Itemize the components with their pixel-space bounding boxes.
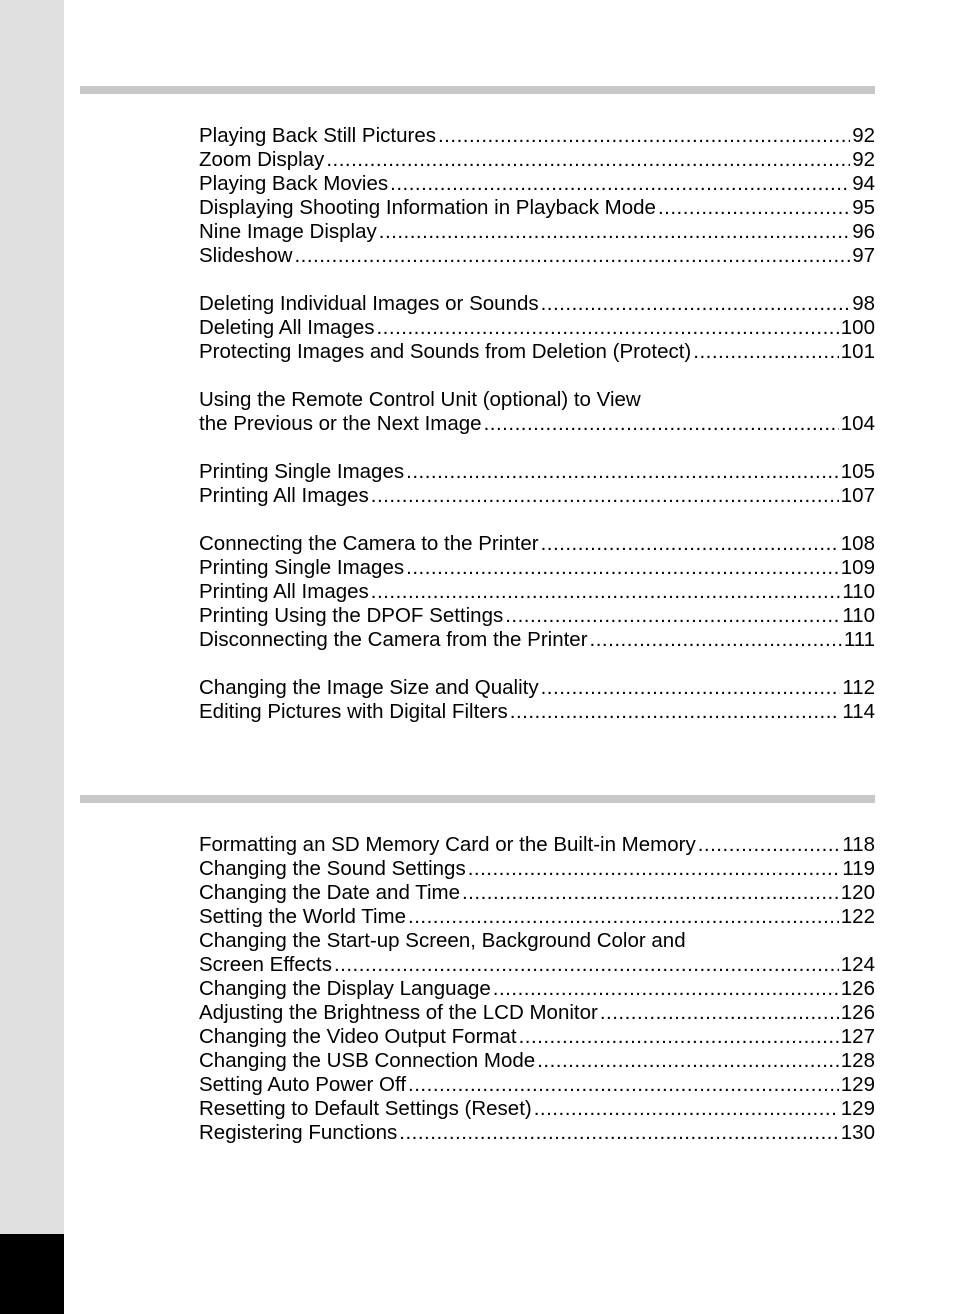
dot-leader (541, 532, 839, 556)
toc-entry-title: Formatting an SD Memory Card or the Built-in Memory (199, 833, 696, 856)
toc-group (199, 833, 875, 1145)
toc-entry-page-number: 98 (852, 292, 875, 315)
toc-entry-page-number: 92 (852, 124, 875, 147)
toc-entry[interactable] (199, 1073, 875, 1097)
toc-entry-title: Printing Using the DPOF Settings (199, 604, 504, 627)
toc-group (199, 388, 875, 436)
section-rule-1 (80, 86, 875, 94)
dot-leader (376, 316, 838, 340)
toc-entry[interactable] (199, 484, 875, 508)
dot-leader (334, 953, 839, 977)
toc-entry-title: Printing Single Images (199, 556, 405, 579)
toc-entry-page-number: 122 (840, 905, 875, 928)
toc-entry-title-line[interactable]: Using the Remote Control Unit (optional) to View (199, 388, 641, 411)
dot-leader (537, 1049, 839, 1073)
toc-entry-title: Playing Back Still Pictures (199, 124, 436, 147)
toc-entry[interactable] (199, 556, 875, 580)
toc-entry-title: Playing Back Movies (199, 172, 389, 195)
toc-entry-page-number: 96 (852, 220, 875, 243)
dot-leader (693, 340, 839, 364)
toc-entry-title: Changing the Sound Settings (199, 857, 466, 880)
toc-entry[interactable] (199, 292, 875, 316)
toc-entry-page-number: 128 (840, 1049, 875, 1072)
toc-entry[interactable] (199, 1097, 875, 1121)
dot-leader (541, 292, 851, 316)
toc-entry[interactable] (199, 196, 875, 220)
dot-leader (493, 977, 839, 1001)
dot-leader (408, 905, 839, 929)
dot-leader (406, 556, 839, 580)
toc-entry-title: Adjusting the Brightness of the LCD Monitor (199, 1001, 598, 1024)
toc-entry[interactable] (199, 1025, 875, 1049)
toc-entry-title: Printing All Images (199, 580, 369, 603)
toc-entry[interactable] (199, 628, 875, 652)
toc-entry[interactable] (199, 857, 875, 881)
dot-leader (371, 580, 841, 604)
toc-entry-page-number: 124 (840, 953, 875, 976)
dot-leader (698, 833, 841, 857)
toc-entry-page-number: 112 (842, 676, 875, 699)
toc-entry[interactable] (199, 220, 875, 244)
toc-entry[interactable] (199, 676, 875, 700)
toc-entry-page-number: 110 (842, 604, 875, 627)
toc-entry[interactable] (199, 1049, 875, 1073)
dot-leader (600, 1001, 839, 1025)
toc-entry-title: Deleting All Images (199, 316, 375, 339)
dot-leader (468, 857, 841, 881)
dot-leader (406, 460, 839, 484)
toc-entry[interactable] (199, 532, 875, 556)
toc-entry-title-line[interactable]: Changing the Start-up Screen, Background Color and (199, 929, 686, 952)
dot-leader (371, 484, 839, 508)
toc-section-settings (199, 833, 875, 1145)
toc-entry[interactable] (199, 244, 875, 268)
section-rule-2 (80, 795, 875, 803)
toc-entry-page-number: 92 (852, 148, 875, 171)
toc-entry-title: Changing the Display Language (199, 977, 491, 1000)
toc-entry-title: Setting Auto Power Off (199, 1073, 407, 1096)
toc-entry[interactable] (199, 172, 875, 196)
toc-entry[interactable] (199, 881, 875, 905)
dot-leader (438, 124, 850, 148)
toc-entry-page-number: 110 (842, 580, 875, 603)
dot-leader (590, 628, 842, 652)
toc-entry-title: Changing the Image Size and Quality (199, 676, 539, 699)
toc-entry[interactable] (199, 977, 875, 1001)
dot-leader (390, 172, 850, 196)
toc-entry-title: Changing the USB Connection Mode (199, 1049, 536, 1072)
toc-entry-title: Connecting the Camera to the Printer (199, 532, 539, 555)
toc-entry-page-number: 97 (852, 244, 875, 267)
toc-entry-page-number: 100 (840, 316, 875, 339)
toc-entry-page-number: 129 (840, 1073, 875, 1096)
toc-entry-title: Disconnecting the Camera from the Printer (199, 628, 588, 651)
toc-entry-page-number: 126 (840, 1001, 875, 1024)
side-tab-marker (0, 1234, 64, 1314)
toc-entry-page-number: 129 (840, 1097, 875, 1120)
dot-leader (510, 700, 841, 724)
toc-entry[interactable] (199, 340, 875, 364)
toc-entry[interactable] (199, 124, 875, 148)
toc-entry-page-number: 109 (840, 556, 875, 579)
dot-leader (399, 1121, 839, 1145)
dot-leader (484, 412, 839, 436)
dot-leader (408, 1073, 839, 1097)
toc-entry-title: Slideshow (199, 244, 293, 267)
toc-entry-title: Printing Single Images (199, 460, 405, 483)
toc-entry[interactable] (199, 953, 875, 977)
toc-entry-page-number: 111 (843, 628, 875, 651)
toc-entry-title: Zoom Display (199, 148, 325, 171)
toc-entry-page-number: 114 (842, 700, 875, 723)
toc-entry-title: Changing the Video Output Format (199, 1025, 517, 1048)
toc-entry-page-number: 126 (840, 977, 875, 1000)
toc-entry-page-number: 119 (842, 857, 875, 880)
dot-leader (541, 676, 841, 700)
toc-entry[interactable] (199, 833, 875, 857)
dot-leader (379, 220, 850, 244)
toc-entry-page-number: 95 (852, 196, 875, 219)
toc-entry[interactable] (199, 700, 875, 724)
dot-leader (326, 148, 850, 172)
toc-entry-title: Resetting to Default Settings (Reset) (199, 1097, 532, 1120)
toc-group (199, 292, 875, 364)
toc-entry-page-number: 118 (842, 833, 875, 856)
toc-entry[interactable] (199, 905, 875, 929)
toc-entry-title: Screen Effects (199, 953, 332, 976)
toc-entry-title: Nine Image Display (199, 220, 377, 243)
toc-entry-title: Protecting Images and Sounds from Deletion (Protect) (199, 340, 692, 363)
toc-entry-page-number: 130 (840, 1121, 875, 1144)
toc-entry-title: Displaying Shooting Information in Playback Mode (199, 196, 656, 219)
toc-entry-page-number: 108 (840, 532, 875, 555)
toc-group (199, 460, 875, 508)
toc-group (199, 532, 875, 652)
toc-entry-page-number: 104 (840, 412, 875, 435)
toc-section-playback (199, 124, 875, 724)
dot-leader (505, 604, 840, 628)
toc-entry-page-number: 107 (840, 484, 875, 507)
toc-entry[interactable] (199, 412, 875, 436)
dot-leader (294, 244, 850, 268)
toc-entry[interactable] (199, 1121, 875, 1145)
dot-leader (462, 881, 839, 905)
dot-leader (658, 196, 850, 220)
dot-leader (519, 1025, 839, 1049)
toc-entry-title: Editing Pictures with Digital Filters (199, 700, 508, 723)
toc-entry-page-number: 105 (840, 460, 875, 483)
side-tab (0, 0, 64, 1234)
toc-entry-title: Deleting Individual Images or Sounds (199, 292, 539, 315)
toc-entry-page-number: 101 (840, 340, 875, 363)
toc-group (199, 124, 875, 268)
toc-entry[interactable] (199, 580, 875, 604)
toc-entry[interactable] (199, 460, 875, 484)
toc-entry-title: the Previous or the Next Image (199, 412, 482, 435)
toc-entry[interactable] (199, 148, 875, 172)
toc-entry-page-number: 94 (852, 172, 875, 195)
toc-entry[interactable] (199, 316, 875, 340)
toc-group (199, 676, 875, 724)
toc-entry-page-number: 127 (840, 1025, 875, 1048)
toc-entry-title: Registering Functions (199, 1121, 398, 1144)
toc-entry-title: Setting the World Time (199, 905, 406, 928)
toc-entry-title: Changing the Date and Time (199, 881, 460, 904)
toc-entry[interactable] (199, 1001, 875, 1025)
toc-entry-title: Printing All Images (199, 484, 369, 507)
toc-entry-page-number: 120 (840, 881, 875, 904)
toc-entry[interactable] (199, 604, 875, 628)
dot-leader (534, 1097, 839, 1121)
